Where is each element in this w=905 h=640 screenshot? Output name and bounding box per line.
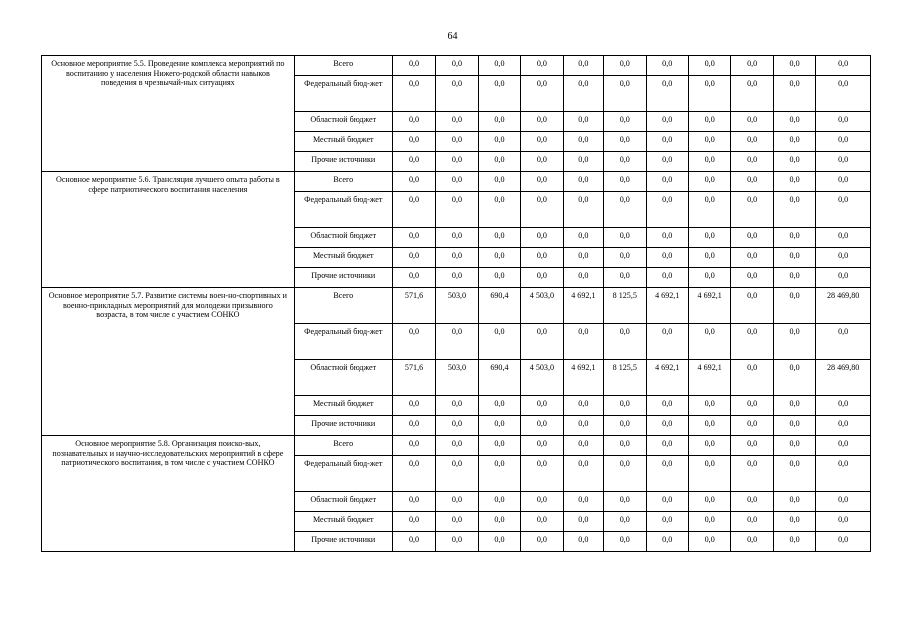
- amount-cell: 0,0: [688, 416, 730, 436]
- amount-cell: 0,0: [563, 192, 603, 228]
- amount-cell: 0,0: [478, 192, 520, 228]
- amount-cell: 0,0: [478, 228, 520, 248]
- amount-cell: 0,0: [604, 132, 646, 152]
- activity-title: Основное мероприятие 5.8. Организация поиско-вых, познавательных и научно-исследовательских мероприятий в сфере патриотического воспитания, в том числе с участием СОНКО: [42, 436, 295, 552]
- amount-cell: 0,0: [604, 324, 646, 360]
- amount-cell: 0,0: [563, 112, 603, 132]
- funding-source: Всего: [294, 172, 392, 192]
- amount-cell: 0,0: [646, 172, 688, 192]
- amount-cell: 0,0: [731, 228, 773, 248]
- amount-cell: 0,0: [731, 512, 773, 532]
- amount-cell: 28 469,80: [816, 288, 871, 324]
- amount-cell: 0,0: [392, 492, 435, 512]
- funding-source: Местный бюджет: [294, 132, 392, 152]
- amount-cell: 0,0: [646, 228, 688, 248]
- amount-cell: 0,0: [688, 192, 730, 228]
- amount-cell: 0,0: [816, 436, 871, 456]
- amount-cell: 0,0: [604, 152, 646, 172]
- amount-cell: 0,0: [646, 76, 688, 112]
- amount-cell: 0,0: [731, 396, 773, 416]
- funding-source: Всего: [294, 436, 392, 456]
- funding-source: Федеральный бюд-жет: [294, 456, 392, 492]
- amount-cell: 0,0: [436, 416, 478, 436]
- amount-cell: 0,0: [436, 56, 478, 76]
- page-number: 64: [447, 31, 458, 42]
- amount-cell: 0,0: [563, 512, 603, 532]
- amount-cell: 0,0: [563, 268, 603, 288]
- amount-cell: 0,0: [646, 152, 688, 172]
- amount-cell: 0,0: [478, 512, 520, 532]
- amount-cell: 0,0: [392, 56, 435, 76]
- amount-cell: 571,6: [392, 288, 435, 324]
- amount-cell: 0,0: [816, 324, 871, 360]
- amount-cell: 0,0: [773, 360, 815, 396]
- amount-cell: 0,0: [521, 172, 563, 192]
- amount-cell: 0,0: [773, 192, 815, 228]
- amount-cell: 0,0: [816, 132, 871, 152]
- amount-cell: 28 469,80: [816, 360, 871, 396]
- amount-cell: 0,0: [521, 112, 563, 132]
- amount-cell: 0,0: [646, 248, 688, 268]
- amount-cell: 0,0: [688, 324, 730, 360]
- amount-cell: 8 125,5: [604, 360, 646, 396]
- amount-cell: 0,0: [688, 152, 730, 172]
- amount-cell: 0,0: [731, 416, 773, 436]
- amount-cell: 0,0: [604, 492, 646, 512]
- amount-cell: 0,0: [478, 172, 520, 192]
- amount-cell: 0,0: [688, 228, 730, 248]
- amount-cell: 0,0: [816, 396, 871, 416]
- amount-cell: 0,0: [604, 192, 646, 228]
- amount-cell: 0,0: [773, 288, 815, 324]
- funding-source: Местный бюджет: [294, 512, 392, 532]
- amount-cell: 0,0: [392, 436, 435, 456]
- amount-cell: 0,0: [521, 152, 563, 172]
- amount-cell: 0,0: [521, 532, 563, 552]
- amount-cell: 0,0: [478, 492, 520, 512]
- amount-cell: 0,0: [773, 396, 815, 416]
- amount-cell: 0,0: [646, 396, 688, 416]
- amount-cell: 0,0: [563, 416, 603, 436]
- amount-cell: 571,6: [392, 360, 435, 396]
- funding-source: Местный бюджет: [294, 248, 392, 268]
- amount-cell: 0,0: [521, 248, 563, 268]
- amount-cell: 0,0: [646, 324, 688, 360]
- amount-cell: 0,0: [478, 396, 520, 416]
- amount-cell: 0,0: [436, 396, 478, 416]
- amount-cell: 0,0: [478, 56, 520, 76]
- amount-cell: 0,0: [731, 76, 773, 112]
- amount-cell: 0,0: [521, 436, 563, 456]
- amount-cell: 0,0: [773, 532, 815, 552]
- amount-cell: 0,0: [773, 456, 815, 492]
- activity-title: Основное мероприятие 5.5. Проведение комплекса мероприятий по воспитанию у населения Нижего-родской области навыков поведения в чрезвычай-ных ситуациях: [42, 56, 295, 172]
- amount-cell: 0,0: [773, 76, 815, 112]
- amount-cell: 690,4: [478, 360, 520, 396]
- amount-cell: 0,0: [646, 112, 688, 132]
- amount-cell: 0,0: [773, 512, 815, 532]
- budget-table: [41, 55, 871, 552]
- amount-cell: 0,0: [816, 248, 871, 268]
- amount-cell: 0,0: [478, 324, 520, 360]
- funding-source: Прочие источники: [294, 532, 392, 552]
- amount-cell: 0,0: [604, 228, 646, 248]
- amount-cell: 0,0: [646, 532, 688, 552]
- amount-cell: 0,0: [604, 268, 646, 288]
- funding-source: Прочие источники: [294, 416, 392, 436]
- amount-cell: 0,0: [731, 288, 773, 324]
- amount-cell: 0,0: [521, 268, 563, 288]
- amount-cell: 0,0: [816, 76, 871, 112]
- amount-cell: 0,0: [688, 132, 730, 152]
- amount-cell: 0,0: [392, 416, 435, 436]
- amount-cell: 0,0: [688, 396, 730, 416]
- amount-cell: 0,0: [688, 248, 730, 268]
- amount-cell: 0,0: [392, 396, 435, 416]
- amount-cell: 0,0: [436, 192, 478, 228]
- amount-cell: 0,0: [563, 248, 603, 268]
- amount-cell: 0,0: [563, 228, 603, 248]
- table-row: [42, 288, 871, 324]
- amount-cell: 0,0: [816, 56, 871, 76]
- amount-cell: 0,0: [773, 416, 815, 436]
- amount-cell: 0,0: [436, 76, 478, 112]
- amount-cell: 4 692,1: [688, 360, 730, 396]
- amount-cell: 0,0: [478, 76, 520, 112]
- amount-cell: 0,0: [392, 132, 435, 152]
- amount-cell: 0,0: [604, 248, 646, 268]
- amount-cell: 503,0: [436, 360, 478, 396]
- amount-cell: 0,0: [688, 112, 730, 132]
- amount-cell: 0,0: [563, 56, 603, 76]
- amount-cell: 0,0: [816, 192, 871, 228]
- amount-cell: 0,0: [436, 324, 478, 360]
- amount-cell: 0,0: [773, 56, 815, 76]
- amount-cell: 0,0: [816, 532, 871, 552]
- amount-cell: 0,0: [521, 396, 563, 416]
- amount-cell: 0,0: [563, 492, 603, 512]
- amount-cell: 0,0: [773, 152, 815, 172]
- amount-cell: 4 692,1: [646, 288, 688, 324]
- amount-cell: 0,0: [521, 228, 563, 248]
- amount-cell: 0,0: [392, 76, 435, 112]
- amount-cell: 0,0: [521, 192, 563, 228]
- funding-source: Федеральный бюд-жет: [294, 76, 392, 112]
- amount-cell: 0,0: [392, 228, 435, 248]
- activity-title: Основное мероприятие 5.6. Трансляция лучшего опыта работы в сфере патриотического воспитания населения: [42, 172, 295, 288]
- amount-cell: 0,0: [604, 512, 646, 532]
- table-row: [42, 56, 871, 76]
- amount-cell: 0,0: [478, 456, 520, 492]
- amount-cell: 0,0: [688, 512, 730, 532]
- amount-cell: 0,0: [392, 172, 435, 192]
- amount-cell: 0,0: [436, 248, 478, 268]
- amount-cell: 0,0: [436, 456, 478, 492]
- amount-cell: 0,0: [646, 492, 688, 512]
- amount-cell: 8 125,5: [604, 288, 646, 324]
- amount-cell: 0,0: [816, 152, 871, 172]
- amount-cell: 0,0: [604, 112, 646, 132]
- amount-cell: 0,0: [478, 416, 520, 436]
- amount-cell: 0,0: [731, 172, 773, 192]
- amount-cell: 0,0: [731, 56, 773, 76]
- amount-cell: 0,0: [563, 324, 603, 360]
- amount-cell: 0,0: [688, 492, 730, 512]
- amount-cell: 4 692,1: [646, 360, 688, 396]
- amount-cell: 0,0: [731, 532, 773, 552]
- amount-cell: 690,4: [478, 288, 520, 324]
- amount-cell: 0,0: [688, 436, 730, 456]
- amount-cell: 0,0: [731, 248, 773, 268]
- amount-cell: 0,0: [521, 512, 563, 532]
- amount-cell: 0,0: [392, 112, 435, 132]
- amount-cell: 0,0: [392, 268, 435, 288]
- amount-cell: 0,0: [816, 268, 871, 288]
- amount-cell: 0,0: [816, 172, 871, 192]
- amount-cell: 0,0: [436, 436, 478, 456]
- amount-cell: 0,0: [436, 492, 478, 512]
- amount-cell: 0,0: [604, 416, 646, 436]
- amount-cell: 0,0: [731, 360, 773, 396]
- amount-cell: 0,0: [731, 456, 773, 492]
- amount-cell: 0,0: [521, 76, 563, 112]
- amount-cell: 0,0: [521, 56, 563, 76]
- amount-cell: 503,0: [436, 288, 478, 324]
- amount-cell: 0,0: [604, 456, 646, 492]
- funding-source: Областной бюджет: [294, 492, 392, 512]
- funding-source: Областной бюджет: [294, 228, 392, 248]
- amount-cell: 0,0: [436, 512, 478, 532]
- amount-cell: 0,0: [563, 456, 603, 492]
- amount-cell: 0,0: [392, 324, 435, 360]
- amount-cell: 0,0: [436, 268, 478, 288]
- amount-cell: 0,0: [436, 228, 478, 248]
- funding-source: Областной бюджет: [294, 112, 392, 132]
- amount-cell: 0,0: [478, 112, 520, 132]
- amount-cell: 0,0: [646, 132, 688, 152]
- amount-cell: 0,0: [773, 228, 815, 248]
- amount-cell: 4 503,0: [521, 360, 563, 396]
- amount-cell: 0,0: [436, 152, 478, 172]
- funding-source: Всего: [294, 288, 392, 324]
- amount-cell: 0,0: [563, 436, 603, 456]
- amount-cell: 0,0: [521, 416, 563, 436]
- amount-cell: 0,0: [816, 112, 871, 132]
- activity-title: Основное мероприятие 5.7. Развитие системы воен-но-спортивных и военно-прикладных мероприятий для молодежи призывного возраста, в том числе с участием СОНКО: [42, 288, 295, 436]
- amount-cell: 0,0: [478, 268, 520, 288]
- amount-cell: 0,0: [731, 112, 773, 132]
- amount-cell: 0,0: [731, 324, 773, 360]
- amount-cell: 0,0: [731, 436, 773, 456]
- amount-cell: 0,0: [392, 248, 435, 268]
- amount-cell: 0,0: [646, 268, 688, 288]
- amount-cell: 0,0: [816, 228, 871, 248]
- amount-cell: 0,0: [392, 152, 435, 172]
- amount-cell: 0,0: [563, 76, 603, 112]
- amount-cell: 0,0: [646, 436, 688, 456]
- amount-cell: 0,0: [731, 152, 773, 172]
- amount-cell: 0,0: [816, 512, 871, 532]
- amount-cell: 0,0: [688, 76, 730, 112]
- amount-cell: 0,0: [773, 324, 815, 360]
- amount-cell: 0,0: [731, 492, 773, 512]
- amount-cell: 0,0: [773, 112, 815, 132]
- amount-cell: 0,0: [392, 456, 435, 492]
- amount-cell: 0,0: [773, 492, 815, 512]
- amount-cell: 0,0: [646, 192, 688, 228]
- amount-cell: 0,0: [563, 172, 603, 192]
- amount-cell: 4 692,1: [563, 360, 603, 396]
- amount-cell: 0,0: [478, 152, 520, 172]
- funding-source: Прочие источники: [294, 152, 392, 172]
- funding-source: Федеральный бюд-жет: [294, 192, 392, 228]
- amount-cell: 0,0: [773, 268, 815, 288]
- amount-cell: 0,0: [688, 56, 730, 76]
- amount-cell: 0,0: [604, 56, 646, 76]
- amount-cell: 0,0: [646, 56, 688, 76]
- amount-cell: 0,0: [816, 492, 871, 512]
- amount-cell: 0,0: [773, 172, 815, 192]
- amount-cell: 0,0: [816, 456, 871, 492]
- table-row: [42, 172, 871, 192]
- amount-cell: 0,0: [563, 132, 603, 152]
- amount-cell: 0,0: [773, 436, 815, 456]
- amount-cell: 0,0: [392, 512, 435, 532]
- amount-cell: 4 692,1: [563, 288, 603, 324]
- funding-source: Федеральный бюд-жет: [294, 324, 392, 360]
- amount-cell: 0,0: [436, 532, 478, 552]
- amount-cell: 0,0: [646, 512, 688, 532]
- amount-cell: 0,0: [521, 492, 563, 512]
- amount-cell: 0,0: [478, 132, 520, 152]
- amount-cell: 0,0: [436, 172, 478, 192]
- amount-cell: 0,0: [478, 532, 520, 552]
- amount-cell: 0,0: [392, 192, 435, 228]
- amount-cell: 0,0: [731, 192, 773, 228]
- amount-cell: 0,0: [604, 532, 646, 552]
- amount-cell: 0,0: [646, 456, 688, 492]
- amount-cell: 0,0: [731, 132, 773, 152]
- amount-cell: 0,0: [478, 436, 520, 456]
- amount-cell: 0,0: [604, 172, 646, 192]
- amount-cell: 0,0: [521, 132, 563, 152]
- funding-source: Всего: [294, 56, 392, 76]
- amount-cell: 0,0: [604, 436, 646, 456]
- amount-cell: 0,0: [604, 76, 646, 112]
- amount-cell: 0,0: [563, 532, 603, 552]
- amount-cell: 0,0: [392, 532, 435, 552]
- amount-cell: 0,0: [731, 268, 773, 288]
- amount-cell: 0,0: [563, 396, 603, 416]
- amount-cell: 0,0: [688, 532, 730, 552]
- amount-cell: 0,0: [436, 132, 478, 152]
- funding-source: Прочие источники: [294, 268, 392, 288]
- amount-cell: 0,0: [521, 456, 563, 492]
- amount-cell: 0,0: [773, 248, 815, 268]
- amount-cell: 0,0: [646, 416, 688, 436]
- amount-cell: 0,0: [816, 416, 871, 436]
- funding-source: Областной бюджет: [294, 360, 392, 396]
- amount-cell: 0,0: [563, 152, 603, 172]
- amount-cell: 0,0: [688, 172, 730, 192]
- amount-cell: 0,0: [688, 268, 730, 288]
- amount-cell: 0,0: [478, 248, 520, 268]
- amount-cell: 0,0: [688, 456, 730, 492]
- amount-cell: 0,0: [604, 396, 646, 416]
- amount-cell: 0,0: [773, 132, 815, 152]
- funding-source: Местный бюджет: [294, 396, 392, 416]
- table-row: [42, 436, 871, 456]
- amount-cell: 4 692,1: [688, 288, 730, 324]
- amount-cell: 0,0: [436, 112, 478, 132]
- amount-cell: 4 503,0: [521, 288, 563, 324]
- amount-cell: 0,0: [521, 324, 563, 360]
